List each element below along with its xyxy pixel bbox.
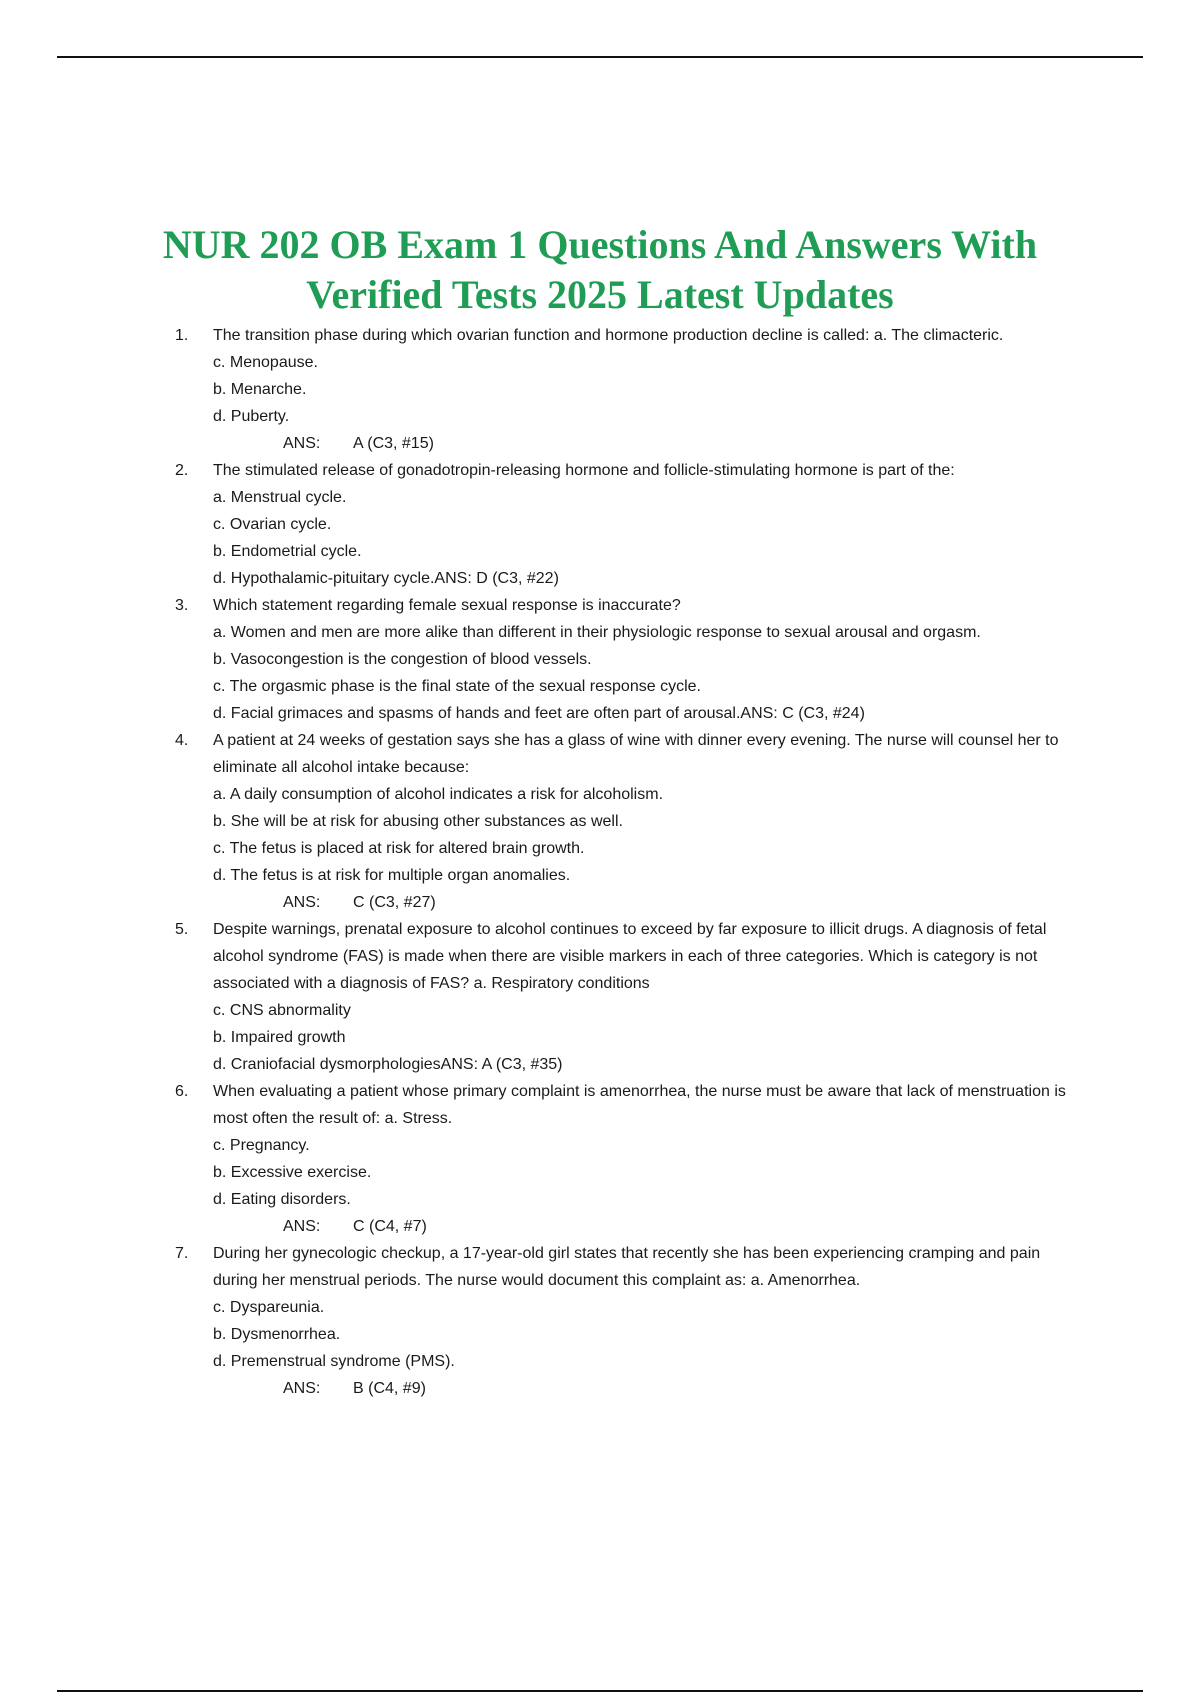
answer-label: ANS: — [283, 1218, 321, 1235]
question-number: 3. — [175, 597, 189, 614]
answer-option: b. Dysmenorrhea. — [213, 1326, 341, 1343]
question-stem: When evaluating a patient whose primary complaint is amenorrhea, the nurse must be aware that lack of menstruation is most often the result of: a. Stress. — [213, 1083, 1066, 1127]
answer-option: b. Impaired growth — [213, 1029, 346, 1046]
question-number: 6. — [175, 1083, 189, 1100]
answer-label: ANS: — [283, 435, 321, 452]
question-stem: A patient at 24 weeks of gestation says she has a glass of wine with dinner every evening. The nurse will counsel her to eliminate all alcohol intake because: — [213, 732, 1059, 776]
answer-option: d. Hypothalamic-pituitary cycle.ANS: D (C3, #22) — [213, 570, 559, 587]
question-number: 2. — [175, 462, 189, 479]
answer-option: c. CNS abnormality — [213, 1002, 351, 1019]
question-item — [175, 1240, 1075, 1402]
answer-option: a. Women and men are more alike than different in their physiologic response to sexual arousal and orgasm. — [213, 624, 981, 641]
answer-key — [213, 889, 1075, 916]
answer-option: b. She will be at risk for abusing other substances as well. — [213, 813, 623, 830]
question-item — [175, 916, 1075, 1078]
answer-option: d. Facial grimaces and spasms of hands and feet are often part of arousal.ANS: C (C3, #24) — [213, 705, 865, 722]
answer-value: C (C4, #7) — [353, 1218, 427, 1235]
question-number: 7. — [175, 1245, 189, 1262]
bottom-rule — [57, 1690, 1143, 1692]
answer-key — [213, 1375, 1075, 1402]
question-number: 5. — [175, 921, 189, 938]
answer-key — [213, 430, 1075, 457]
answer-option: c. Ovarian cycle. — [213, 516, 332, 533]
question-item — [175, 322, 1075, 457]
answer-value: A (C3, #15) — [353, 435, 434, 452]
question-list — [175, 322, 1075, 1402]
answer-option: d. The fetus is at risk for multiple organ anomalies. — [213, 867, 571, 884]
question-item — [175, 727, 1075, 916]
answer-label: ANS: — [283, 894, 321, 911]
question-item — [175, 1078, 1075, 1240]
question-item — [175, 592, 1075, 727]
answer-option: b. Endometrial cycle. — [213, 543, 362, 560]
answer-option: c. The fetus is placed at risk for altered brain growth. — [213, 840, 585, 857]
answer-value: C (C3, #27) — [353, 894, 436, 911]
answer-option: b. Menarche. — [213, 381, 307, 398]
question-stem: Despite warnings, prenatal exposure to alcohol continues to exceed by far exposure to illicit drugs. A diagnosis of fetal alcohol syndrome (FAS) is made when there are visible markers in each of three categories. Which is category is not associated with a diagnosis of FAS? a. Respiratory conditions — [213, 921, 1047, 992]
question-stem: Which statement regarding female sexual response is inaccurate? — [213, 597, 681, 614]
answer-option: d. Premenstrual syndrome (PMS). — [213, 1353, 455, 1370]
answer-option: c. Pregnancy. — [213, 1137, 310, 1154]
answer-option: c. Menopause. — [213, 354, 318, 371]
answer-option: c. Dyspareunia. — [213, 1299, 325, 1316]
question-stem: During her gynecologic checkup, a 17-year-old girl states that recently she has been experiencing cramping and pain during her menstrual periods. The nurse would document this complaint as: a. Amenorrhea. — [213, 1245, 1041, 1289]
question-item — [175, 457, 1075, 592]
question-number: 1. — [175, 327, 189, 344]
answer-key — [213, 1213, 1075, 1240]
question-number: 4. — [175, 732, 189, 749]
answer-option: d. Puberty. — [213, 408, 290, 425]
answer-option: d. Craniofacial dysmorphologiesANS: A (C3, #35) — [213, 1056, 563, 1073]
answer-value: B (C4, #9) — [353, 1380, 426, 1397]
title-line-1: NUR 202 OB Exam 1 Questions And Answers With — [162, 222, 1038, 267]
answer-option: a. Menstrual cycle. — [213, 489, 347, 506]
title-line-2: Verified Tests 2025 Latest Updates — [306, 272, 894, 317]
question-stem: The transition phase during which ovarian function and hormone production decline is called: a. The climacteric. — [213, 327, 1004, 344]
top-rule — [57, 56, 1143, 58]
document-title — [150, 220, 1050, 320]
question-stem: The stimulated release of gonadotropin-releasing hormone and follicle-stimulating hormone is part of the: — [213, 462, 955, 479]
answer-label: ANS: — [283, 1380, 321, 1397]
answer-option: c. The orgasmic phase is the final state of the sexual response cycle. — [213, 678, 701, 695]
answer-option: b. Excessive exercise. — [213, 1164, 372, 1181]
answer-option: b. Vasocongestion is the congestion of blood vessels. — [213, 651, 592, 668]
answer-option: d. Eating disorders. — [213, 1191, 351, 1208]
answer-option: a. A daily consumption of alcohol indicates a risk for alcoholism. — [213, 786, 664, 803]
